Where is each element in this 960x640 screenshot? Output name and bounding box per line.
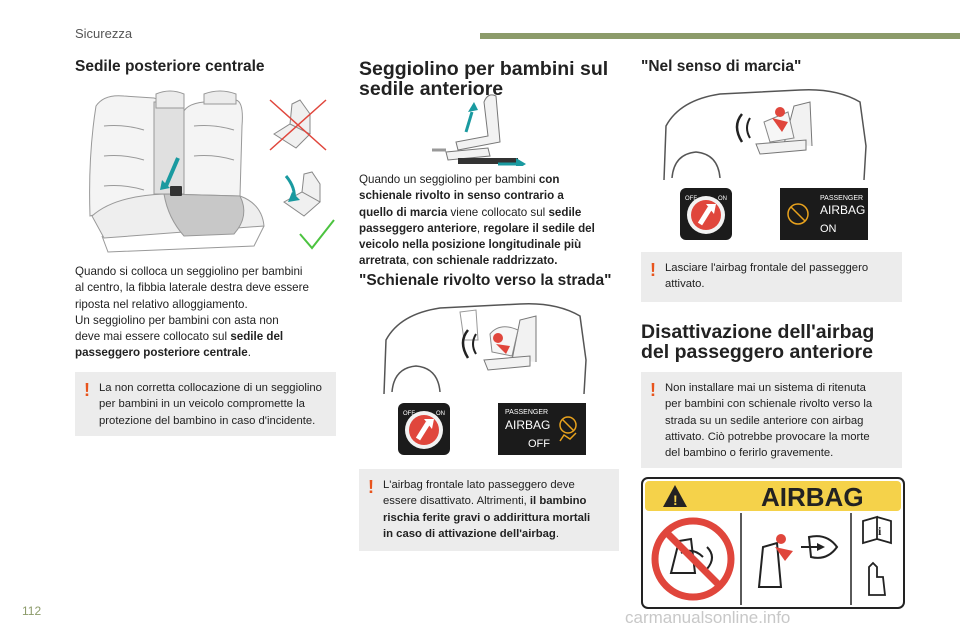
passenger-airbag-on-indicator [780,188,868,240]
svg-text:PASSENGER: PASSENGER [505,409,549,416]
svg-text:PASSENGER: PASSENGER [820,195,864,202]
svg-text:ON: ON [820,223,837,235]
svg-text:ON: ON [718,196,727,202]
airbag-switch-off [398,403,450,455]
heading-forward-facing: "Nel senso di marcia" [641,58,802,75]
svg-text:AIRBAG: AIRBAG [820,203,866,217]
airbag-label-title: AIRBAG [761,482,864,512]
forward-facing-car-illustration [660,86,872,182]
svg-text:OFF: OFF [685,196,697,202]
forward-facing-warning-box: ! Lasciare l'airbag frontale del passeggero attivato. [641,252,902,302]
deactivate-airbag-warning-box: ! Non installare mai un sistema di ritenuta per bambini con schienale rivolto verso la strada su un sedile anteriore con airbag attivato. Ciò potrebbe provocare la morte del bambino o ferirlo gravemente. [641,372,902,468]
heading-front-seat-child-seat: Seggiolino per bambini sul sedile anteriore [359,58,609,100]
rear-facing-warning-box: ! L'airbag frontale lato passeggero deve essere disattivato. Altrimenti, il bambino rischia ferite gravi o addirittura mortali in caso di attivazione dell'airbag. [359,469,619,551]
section-accent-bar [480,33,960,39]
section-title: Sicurezza [75,26,133,41]
heading-rear-center-seat: Sedile posteriore centrale [75,58,265,75]
passenger-airbag-off-indicator [498,403,586,455]
svg-text:!: ! [673,492,678,508]
svg-text:ON: ON [436,411,445,417]
warning-icon: ! [368,477,374,497]
airbag-switch-on [680,188,732,240]
heading-rear-facing: "Schienale rivolto verso la strada" [359,272,612,289]
rear-seat-warning-box: ! La non corretta collocazione di un seggiolino per bambini in un veicolo compromette la protezione del bambino in caso d'incidente. [75,372,336,436]
svg-text:i: i [878,524,882,538]
svg-text:OFF: OFF [528,438,550,450]
warning-icon: ! [650,380,656,400]
front-seat-paragraph: Quando un seggiolino per bambini con schienale rivolto in senso contrario a quello di marcia viene collocato sul sedile passeggero anteriore, regolare il sedile del veicolo nella posizione longitudinale più arretrata, con schienale raddrizzato. [359,173,595,268]
seat-adjust-illustration [428,92,528,166]
watermark: carmanualsonline.info [625,608,791,627]
warning-icon: ! [84,380,90,400]
airbag-warning-label [641,477,905,609]
warning-icon: ! [650,260,656,280]
svg-text:OFF: OFF [403,411,415,417]
rear-seat-paragraph: Quando si colloca un seggiolino per bambini al centro, la fibbia laterale destra deve essere riposta nel relativo alloggiamento. Un seggiolino per bambini con asta non deve mai essere collocato sul sedile del passeggero posteriore centrale. [75,265,309,360]
rear-facing-car-illustration [380,300,592,396]
rear-seat-illustration [84,86,336,258]
page-number: 112 [22,604,42,618]
svg-text:AIRBAG: AIRBAG [505,418,551,432]
heading-deactivate-airbag: Disattivazione dell'airbag del passeggero anteriore [641,321,875,363]
